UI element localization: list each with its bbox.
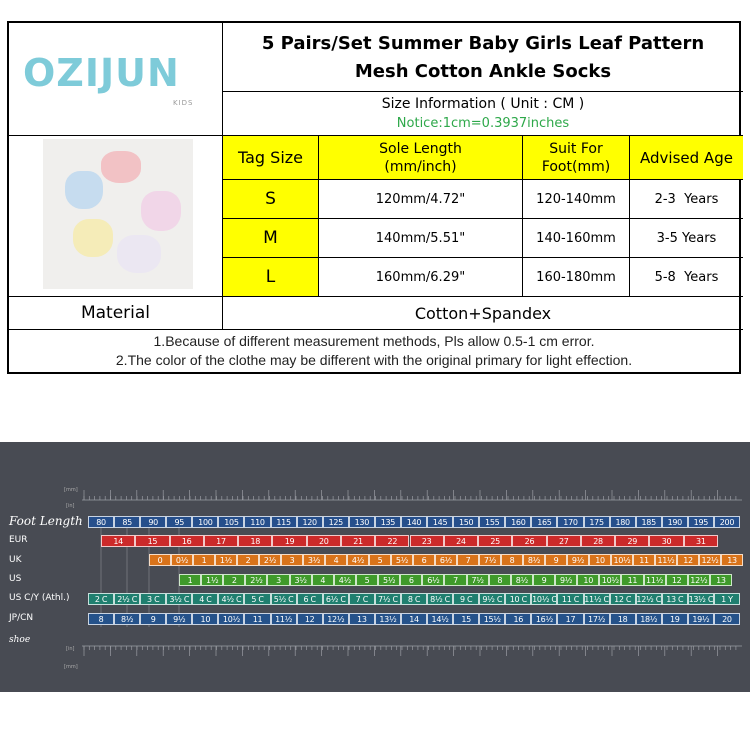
size-cell: 12 C — [610, 593, 636, 605]
sock-pink-icon — [101, 151, 141, 183]
size-cell: 10 — [192, 613, 218, 625]
size-info — [223, 92, 743, 135]
size-cell: 13 — [349, 613, 375, 625]
size-cell: 4 — [312, 574, 334, 586]
tag-size-l: L — [223, 258, 318, 296]
row-label-us: US — [9, 574, 22, 584]
size-cell: 6 — [413, 554, 435, 566]
ruler — [0, 442, 750, 692]
size-cell: 200 — [714, 516, 740, 528]
size-cell: 3½ — [290, 574, 312, 586]
size-cell: 8 — [88, 613, 114, 625]
size-cell: 18 — [610, 613, 636, 625]
title-line-1: 5 Pairs/Set Summer Baby Girls Leaf Pattern — [261, 33, 705, 54]
size-cell: 5½ — [391, 554, 413, 566]
unit-notice: Notice:1cm=0.3937inches — [396, 115, 570, 131]
size-cell: 16½ — [531, 613, 557, 625]
size-cell: 6½ — [422, 574, 444, 586]
size-cell: 125 — [323, 516, 349, 528]
size-cell: 135 — [375, 516, 401, 528]
row-label-foot-length: Foot Length — [9, 514, 83, 528]
ruler-unit-in-top: [in] — [66, 503, 75, 509]
size-cell: 100 — [192, 516, 218, 528]
size-cell: 20 — [307, 535, 341, 547]
note-2: 2.The color of the clothe may be different with the original primary for light effection. — [115, 352, 633, 368]
size-cell: 12 — [297, 613, 323, 625]
size-cell: 185 — [636, 516, 662, 528]
size-cell: 12½ — [323, 613, 349, 625]
size-cell: 18 — [238, 535, 272, 547]
size-cell: 21 — [341, 535, 375, 547]
row-label-uk: UK — [9, 555, 22, 565]
size-cell: 10½ — [218, 613, 244, 625]
size-cell: 5 C — [244, 593, 270, 605]
size-cell: 9 — [545, 554, 567, 566]
size-cell: 4½ — [347, 554, 369, 566]
size-cell: 15½ — [479, 613, 505, 625]
product-title — [223, 25, 743, 91]
size-cell: 10½ — [599, 574, 621, 586]
header-tag-size: Tag Size — [223, 136, 318, 179]
size-cell: 17 — [557, 613, 583, 625]
size-cell: 14 — [101, 535, 135, 547]
size-cell: 25 — [478, 535, 512, 547]
size-cell: 0½ — [171, 554, 193, 566]
size-cell: 8½ C — [427, 593, 453, 605]
header-sole-length: Sole Length (mm/inch) — [319, 136, 522, 179]
size-cell: 2½ — [245, 574, 267, 586]
size-cell: 3½ C — [166, 593, 192, 605]
size-cell: 115 — [271, 516, 297, 528]
size-cell: 4 C — [192, 593, 218, 605]
size-cell: 2 — [223, 574, 245, 586]
size-cell: 7½ C — [375, 593, 401, 605]
row-label-jp-cn: JP/CN — [9, 613, 34, 623]
header-suit-foot: Suit For Foot(mm) — [523, 136, 629, 179]
header-advised-age: Advised Age — [630, 136, 743, 179]
size-cell: 80 — [88, 516, 114, 528]
size-cell: 130 — [349, 516, 375, 528]
ruler-unit-in-bottom: [in] — [66, 646, 75, 652]
size-cell: 170 — [557, 516, 583, 528]
size-cell: 105 — [218, 516, 244, 528]
size-cell: 8½ — [114, 613, 140, 625]
size-cell: 14½ — [427, 613, 453, 625]
row-label-us-cy: US C/Y (Athl.) — [9, 593, 70, 603]
size-cell: 190 — [662, 516, 688, 528]
size-cell: 22 — [375, 535, 409, 547]
material-value: Cotton+Spandex — [414, 303, 552, 323]
material-label: Material — [80, 303, 151, 323]
size-cell: 10½ — [611, 554, 633, 566]
size-cell: 0 — [149, 554, 171, 566]
size-cell: 8 — [489, 574, 511, 586]
row-label-eur: EUR — [9, 535, 28, 545]
size-cell: 13½ C — [688, 594, 714, 604]
size-cell: 110 — [244, 516, 270, 528]
size-cell: 12 — [677, 554, 699, 566]
notes — [9, 330, 739, 372]
size-cell: 11 C — [557, 593, 583, 605]
size-cell: 9 C — [453, 593, 479, 605]
tag-size-m: M — [223, 219, 318, 257]
size-cell: 2½ — [259, 554, 281, 566]
size-cell: 150 — [453, 516, 479, 528]
size-cell: 5½ C — [271, 593, 297, 605]
ruler-unit-mm-top: [mm] — [64, 487, 78, 493]
size-cell: 27 — [547, 535, 581, 547]
size-cell: 1½ — [201, 574, 223, 586]
size-cell: 7 C — [349, 593, 375, 605]
size-cell: 145 — [427, 516, 453, 528]
size-conversion-chart — [0, 442, 750, 692]
tag-size-s: S — [223, 180, 318, 218]
size-cell: 155 — [479, 516, 505, 528]
size-cell: 14 — [401, 613, 427, 625]
size-cell: 4½ C — [218, 593, 244, 605]
size-cell: 10 — [589, 554, 611, 566]
size-cell: 140 — [401, 516, 427, 528]
sock-blue-icon — [65, 171, 103, 209]
size-cell: 16 — [505, 613, 531, 625]
size-cell: 1 Y — [714, 593, 740, 605]
size-cell: 9½ — [555, 574, 577, 586]
size-cell: 11½ C — [584, 594, 609, 604]
size-cell: 120 — [297, 516, 323, 528]
size-cell: 20 — [714, 613, 740, 625]
sole-length-l: 160mm/6.29" — [375, 269, 466, 285]
size-cell: 9½ C — [479, 593, 505, 605]
size-cell: 7 — [457, 554, 479, 566]
size-cell: 180 — [610, 516, 636, 528]
row-label-shoe: shoe — [9, 635, 31, 645]
size-cell: 28 — [581, 535, 615, 547]
size-cell: 11 — [244, 613, 270, 625]
size-cell: 6½ — [435, 554, 457, 566]
foot-l: 160-180mm — [536, 269, 616, 285]
size-cell: 15 — [135, 535, 169, 547]
size-cell: 30 — [649, 535, 683, 547]
size-cell: 8½ — [511, 574, 533, 586]
note-1: 1.Because of different measurement methods, Pls allow 0.5-1 cm error. — [153, 333, 595, 349]
product-image — [43, 139, 193, 289]
size-cell: 12½ — [699, 554, 721, 566]
size-cell: 19 — [662, 613, 688, 625]
size-cell: 175 — [584, 516, 610, 528]
size-cell: 9½ — [567, 554, 589, 566]
size-cell: 5½ — [378, 574, 400, 586]
size-cell: 2½ C — [114, 593, 140, 605]
size-cell: 26 — [512, 535, 546, 547]
age-s: 2-3 Years — [654, 191, 719, 207]
size-info-title: Size Information ( Unit : CM ) — [381, 95, 585, 112]
size-cell: 15 — [453, 613, 479, 625]
ruler-unit-mm-bottom: [mm] — [64, 664, 78, 670]
size-cell: 16 — [170, 535, 204, 547]
size-cell: 3 C — [140, 593, 166, 605]
size-cell: 18½ — [636, 613, 662, 625]
size-cell: 3 — [281, 554, 303, 566]
size-cell: 31 — [684, 535, 718, 547]
size-cell: 10 C — [505, 593, 531, 605]
size-cell: 29 — [615, 535, 649, 547]
size-cell: 10 — [577, 574, 599, 586]
size-cell: 160 — [505, 516, 531, 528]
size-cell: 24 — [444, 535, 478, 547]
brand-name: OZIJUN — [23, 51, 180, 95]
size-cell: 12½ — [688, 574, 710, 586]
size-cell: 11½ — [655, 554, 677, 566]
sock-lavender-icon — [141, 191, 181, 231]
size-cell: 17 — [204, 535, 238, 547]
brand-logo — [23, 51, 203, 131]
size-cell: 8 — [501, 554, 523, 566]
size-cell: 9 — [533, 574, 555, 586]
sole-length-m: 140mm/5.51" — [375, 230, 466, 246]
sock-yellow-icon — [73, 219, 113, 257]
foot-s: 120-140mm — [536, 191, 616, 207]
size-cell: 12 — [666, 574, 688, 586]
size-cell: 195 — [688, 516, 714, 528]
size-cell: 23 — [410, 535, 444, 547]
size-cell: 13 — [721, 554, 743, 566]
age-m: 3-5 Years — [656, 230, 717, 246]
size-cell: 165 — [531, 516, 557, 528]
size-cell: 17½ — [584, 613, 610, 625]
size-cell: 19½ — [688, 613, 714, 625]
size-cell: 13½ — [375, 613, 401, 625]
size-cell: 85 — [114, 516, 140, 528]
size-cell: 8 C — [401, 593, 427, 605]
size-cell: 9½ — [166, 613, 192, 625]
size-cell: 5 — [356, 574, 378, 586]
size-cell: 12½ C — [636, 594, 661, 604]
size-cell: 2 — [237, 554, 259, 566]
size-cell: 11 — [621, 574, 643, 586]
size-cell: 11 — [633, 554, 655, 566]
size-cell: 1 — [193, 554, 215, 566]
size-cell: 8½ — [523, 554, 545, 566]
size-cell: 5 — [369, 554, 391, 566]
size-cell: 11½ — [644, 574, 666, 586]
size-cell: 4 — [325, 554, 347, 566]
sole-length-s: 120mm/4.72" — [375, 191, 466, 207]
title-line-2: Mesh Cotton Ankle Socks — [354, 61, 612, 82]
size-cell: 2 C — [88, 593, 114, 605]
size-cell: 7 — [444, 574, 466, 586]
size-cell: 9 — [140, 613, 166, 625]
size-cell: 3½ — [303, 554, 325, 566]
size-cell: 1 — [179, 574, 201, 586]
foot-m: 140-160mm — [536, 230, 616, 246]
size-cell: 6 C — [297, 593, 323, 605]
sock-white-icon — [117, 235, 161, 273]
size-cell: 3 — [267, 574, 289, 586]
brand-sub: KIDS — [173, 99, 194, 107]
size-cell: 13 — [710, 574, 732, 586]
size-cell: 13 C — [662, 593, 688, 605]
size-cell: 1½ — [215, 554, 237, 566]
size-cell: 4½ — [334, 574, 356, 586]
size-cell: 11½ — [271, 613, 297, 625]
size-cell: 95 — [166, 516, 192, 528]
size-cell: 7½ — [467, 574, 489, 586]
size-cell: 7½ — [479, 554, 501, 566]
size-table — [7, 21, 741, 374]
size-cell: 6½ C — [323, 593, 349, 605]
size-cell: 19 — [272, 535, 306, 547]
size-cell: 10½ C — [532, 594, 557, 604]
size-cell: 90 — [140, 516, 166, 528]
size-cell: 6 — [400, 574, 422, 586]
age-l: 5-8 Years — [654, 269, 719, 285]
